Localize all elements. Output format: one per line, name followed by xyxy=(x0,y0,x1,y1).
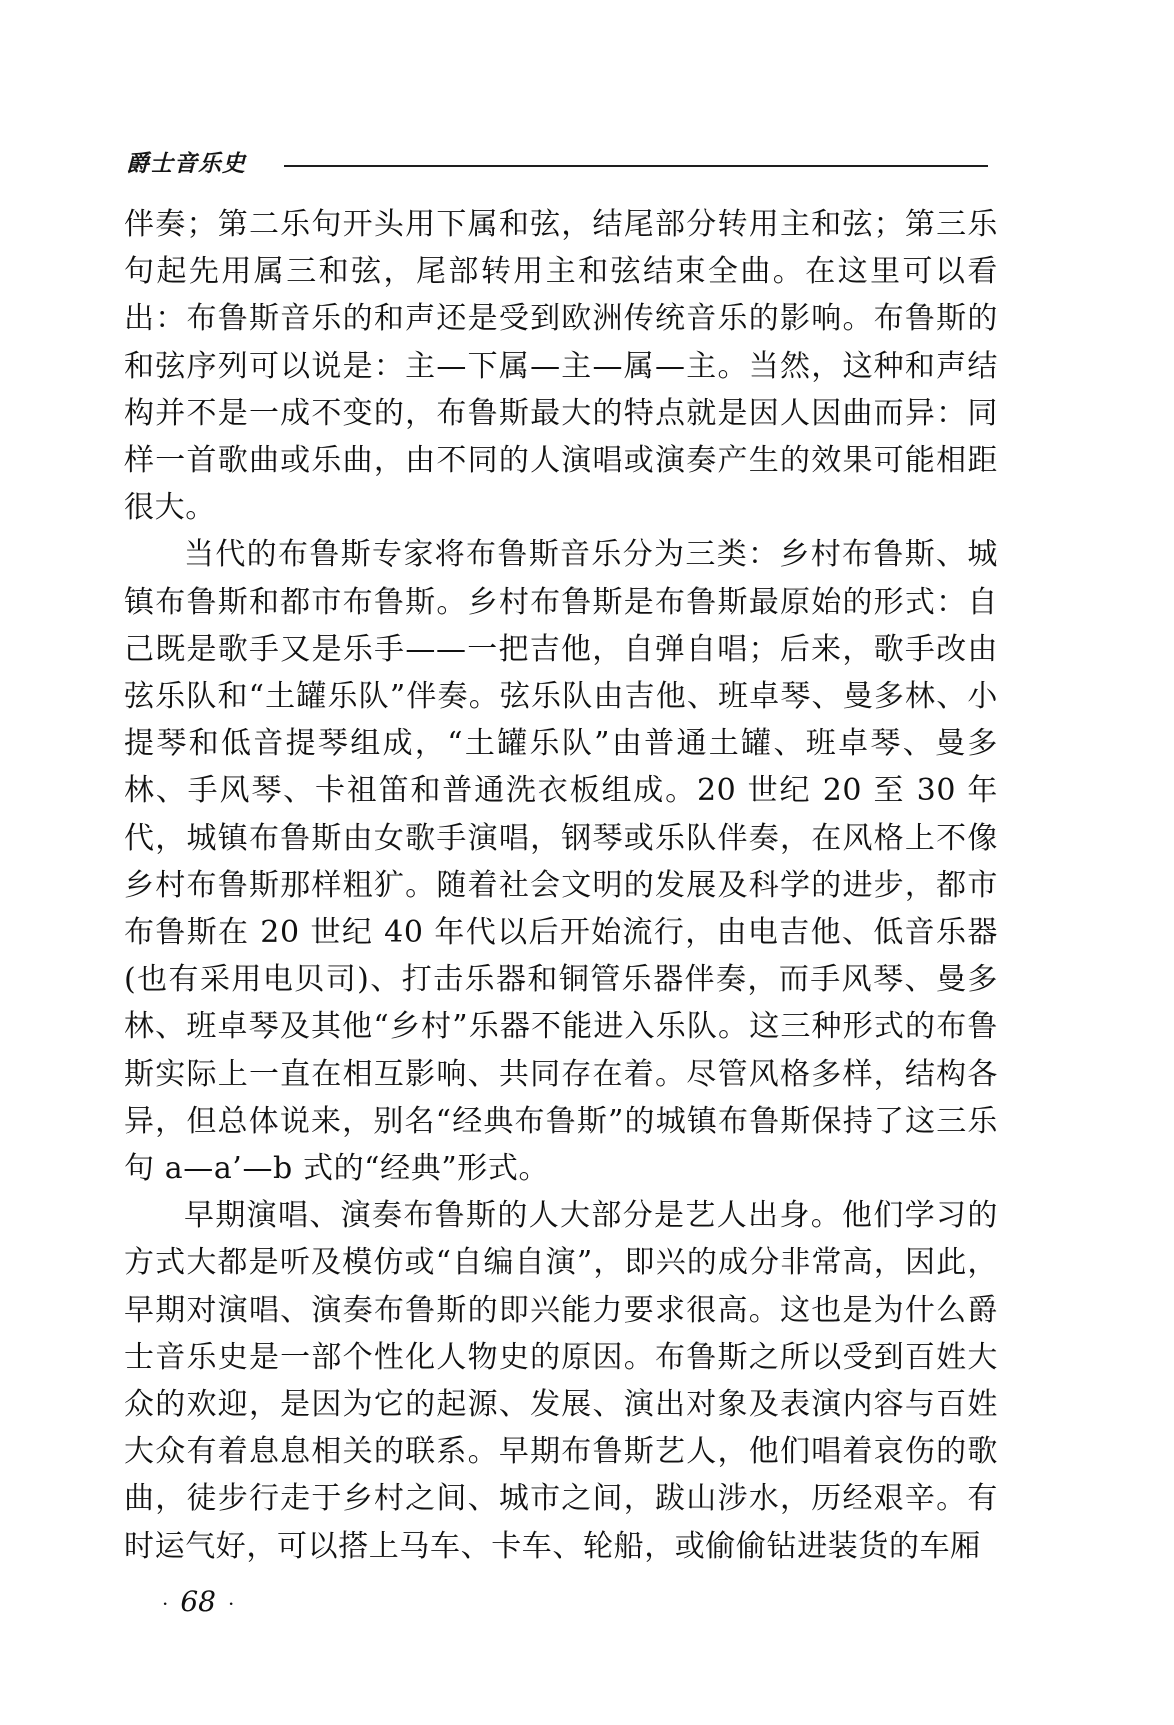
paragraph-blues-categories: 当代的布鲁斯专家将布鲁斯音乐分为三类：乡村布鲁斯、城镇布鲁斯和都市布鲁斯。乡村布鲁斯是布鲁斯最原始的形式：自己既是歌手又是乐手——一把吉他，自弹自唱；后来，歌手改由弦乐队和“土罐乐队”伴奏。弦乐队由吉他、班卓琴、曼多林、小提琴和低音提琴组成，“土罐乐队”由普通土罐、班卓琴、曼多林、手风琴、卡祖笛和普通洗衣板组成。20 世纪 20 至 30 年代，城镇布鲁斯由女歌手演唱，钢琴或乐队伴奏，在风格上不像乡村布鲁斯那样粗犷。随着社会文明的发展及科学的进步，都市布鲁斯在 20 世纪 40 年代以后开始流行，由电吉他、低音乐器(也有采用电贝司)、打击乐器和铜管乐器伴奏，而手风琴、曼多林、班卓琴及其他“乡村”乐器不能进入乐队。这三种形式的布鲁斯实际上一直在相互影响、共同存在着。尽管风格多样，结构各异，但总体说来，别名“经典布鲁斯”的城镇布鲁斯保持了这三乐句 a—a’—b 式的“经典”形式。 xyxy=(124,537,998,1187)
page-number-footer xyxy=(162,1582,282,1622)
header-rule xyxy=(284,165,988,167)
folio-bullet-right: · xyxy=(228,1591,235,1616)
paragraph-continuation: 伴奏；第二乐句开头用下属和弦，结尾部分转用主和弦；第三乐句起先用属三和弦，尾部转用主和弦结束全曲。在这里可以看出：布鲁斯音乐的和声还是受到欧洲传统音乐的影响。布鲁斯的和弦序列可以说是：主—下属—主—属—主。当然，这种和声结构并不是一成不变的，布鲁斯最大的特点就是因人因曲而异：同样一首歌曲或乐曲，由不同的人演唱或演奏产生的效果可能相距很大。 xyxy=(124,207,998,526)
paragraph-early-performers: 早期演唱、演奏布鲁斯的人大部分是艺人出身。他们学习的方式大都是听及模仿或“自编自演”，即兴的成分非常高，因此，早期对演唱、演奏布鲁斯的即兴能力要求很高。这也是为什么爵士音乐史是一部个性化人物史的原因。布鲁斯之所以受到百姓大众的欢迎，是因为它的起源、发展、演出对象及表演内容与百姓大众有着息息相关的联系。早期布鲁斯艺人，他们唱着哀伤的歌曲，徒步行走于乡村之间、城市之间，跋山涉水，历经艰辛。有时运气好，可以搭上马车、卡车、轮船，或偷偷钻进装货的车厢 xyxy=(124,1198,998,1564)
folio-bullet-left: · xyxy=(162,1591,169,1616)
running-title: 爵士音乐史 xyxy=(126,150,246,177)
running-header xyxy=(126,148,988,188)
body-text xyxy=(124,201,998,1570)
page-number: 68 xyxy=(180,1585,216,1618)
